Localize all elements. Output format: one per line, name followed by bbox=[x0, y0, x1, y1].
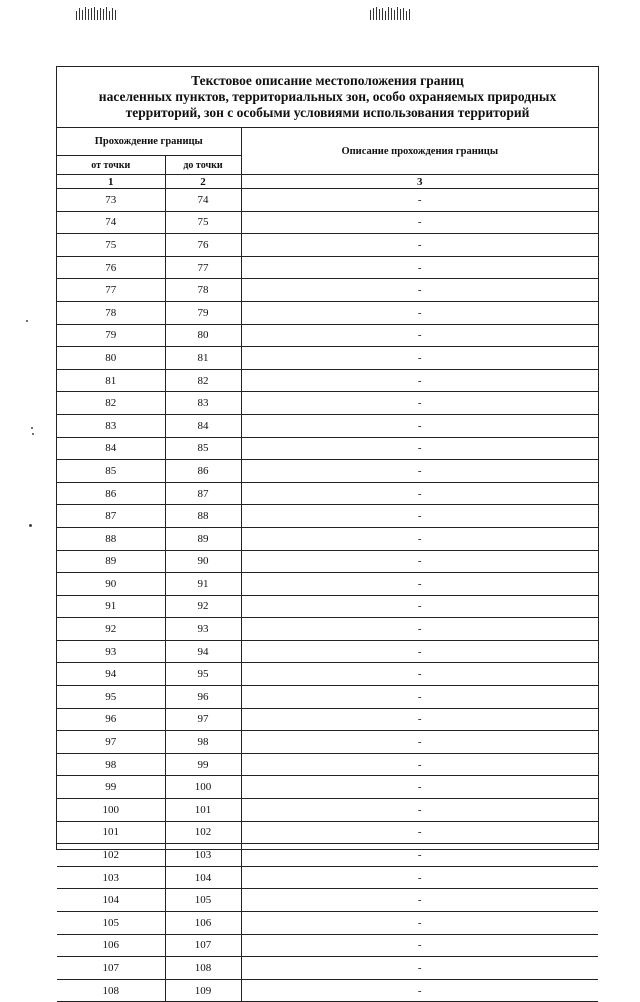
to-point-cell: 95 bbox=[165, 663, 241, 686]
description-cell: - bbox=[241, 482, 598, 505]
table-row bbox=[57, 211, 598, 234]
from-point-cell: 105 bbox=[57, 912, 165, 935]
from-point-cell: 87 bbox=[57, 505, 165, 528]
description-cell: - bbox=[241, 844, 598, 867]
description-cell: - bbox=[241, 234, 598, 257]
table-row bbox=[57, 821, 598, 844]
from-point-cell: 86 bbox=[57, 482, 165, 505]
from-point-cell: 82 bbox=[57, 392, 165, 415]
from-point-cell: 99 bbox=[57, 776, 165, 799]
to-point-cell: 78 bbox=[165, 279, 241, 302]
description-cell: - bbox=[241, 460, 598, 483]
table-row bbox=[57, 979, 598, 1002]
description-cell: - bbox=[241, 414, 598, 437]
from-point-cell: 88 bbox=[57, 527, 165, 550]
description-cell: - bbox=[241, 799, 598, 822]
table-row bbox=[57, 844, 598, 867]
from-point-cell: 81 bbox=[57, 369, 165, 392]
from-point-cell: 102 bbox=[57, 844, 165, 867]
description-cell: - bbox=[241, 753, 598, 776]
description-cell: - bbox=[241, 686, 598, 709]
from-point-cell: 106 bbox=[57, 934, 165, 957]
table-row bbox=[57, 301, 598, 324]
from-point-cell: 84 bbox=[57, 437, 165, 460]
description-cell: - bbox=[241, 912, 598, 935]
title-line-2: населенных пунктов, территориальных зон, особо охраняемых природных bbox=[98, 89, 557, 104]
table-row bbox=[57, 663, 598, 686]
description-cell: - bbox=[241, 256, 598, 279]
from-point-cell: 90 bbox=[57, 573, 165, 596]
description-cell: - bbox=[241, 301, 598, 324]
description-cell: - bbox=[241, 369, 598, 392]
table-row bbox=[57, 912, 598, 935]
table-row bbox=[57, 889, 598, 912]
description-cell: - bbox=[241, 663, 598, 686]
description-cell: - bbox=[241, 979, 598, 1002]
header-col-2: 2 bbox=[165, 175, 241, 189]
header-description: Описание прохождения границы bbox=[241, 128, 598, 175]
description-cell: - bbox=[241, 731, 598, 754]
to-point-cell: 84 bbox=[165, 414, 241, 437]
description-cell: - bbox=[241, 527, 598, 550]
from-point-cell: 101 bbox=[57, 821, 165, 844]
to-point-cell: 104 bbox=[165, 866, 241, 889]
table-row bbox=[57, 369, 598, 392]
table-row bbox=[57, 618, 598, 641]
from-point-cell: 98 bbox=[57, 753, 165, 776]
to-point-cell: 88 bbox=[165, 505, 241, 528]
description-cell: - bbox=[241, 279, 598, 302]
from-point-cell: 93 bbox=[57, 640, 165, 663]
from-point-cell: 95 bbox=[57, 686, 165, 709]
from-point-cell: 76 bbox=[57, 256, 165, 279]
to-point-cell: 82 bbox=[165, 369, 241, 392]
from-point-cell: 77 bbox=[57, 279, 165, 302]
to-point-cell: 76 bbox=[165, 234, 241, 257]
description-cell: - bbox=[241, 437, 598, 460]
title-line-1: Текстовое описание местоположения границ bbox=[191, 73, 464, 88]
table-row bbox=[57, 731, 598, 754]
to-point-cell: 85 bbox=[165, 437, 241, 460]
from-point-cell: 85 bbox=[57, 460, 165, 483]
to-point-cell: 98 bbox=[165, 731, 241, 754]
to-point-cell: 75 bbox=[165, 211, 241, 234]
header-col-1: 1 bbox=[57, 175, 165, 189]
to-point-cell: 96 bbox=[165, 686, 241, 709]
to-point-cell: 105 bbox=[165, 889, 241, 912]
from-point-cell: 79 bbox=[57, 324, 165, 347]
boundary-table bbox=[57, 128, 598, 1002]
table-row bbox=[57, 595, 598, 618]
description-cell: - bbox=[241, 934, 598, 957]
to-point-cell: 101 bbox=[165, 799, 241, 822]
description-cell: - bbox=[241, 708, 598, 731]
document-table-frame bbox=[56, 66, 599, 997]
from-point-cell: 78 bbox=[57, 301, 165, 324]
table-row bbox=[57, 957, 598, 980]
from-point-cell: 103 bbox=[57, 866, 165, 889]
table-row bbox=[57, 640, 598, 663]
from-point-cell: 96 bbox=[57, 708, 165, 731]
description-cell: - bbox=[241, 392, 598, 415]
table-row bbox=[57, 505, 598, 528]
to-point-cell: 103 bbox=[165, 844, 241, 867]
table-row bbox=[57, 527, 598, 550]
table-row bbox=[57, 414, 598, 437]
description-cell: - bbox=[241, 347, 598, 370]
table-row bbox=[57, 324, 598, 347]
description-cell: - bbox=[241, 776, 598, 799]
table-row bbox=[57, 866, 598, 889]
to-point-cell: 106 bbox=[165, 912, 241, 935]
from-point-cell: 73 bbox=[57, 189, 165, 212]
from-point-cell: 89 bbox=[57, 550, 165, 573]
table-row bbox=[57, 234, 598, 257]
to-point-cell: 77 bbox=[165, 256, 241, 279]
to-point-cell: 107 bbox=[165, 934, 241, 957]
from-point-cell: 97 bbox=[57, 731, 165, 754]
table-row bbox=[57, 256, 598, 279]
to-point-cell: 86 bbox=[165, 460, 241, 483]
to-point-cell: 74 bbox=[165, 189, 241, 212]
scan-speck bbox=[32, 433, 34, 435]
from-point-cell: 80 bbox=[57, 347, 165, 370]
to-point-cell: 94 bbox=[165, 640, 241, 663]
table-row bbox=[57, 482, 598, 505]
description-cell: - bbox=[241, 189, 598, 212]
description-cell: - bbox=[241, 550, 598, 573]
to-point-cell: 93 bbox=[165, 618, 241, 641]
to-point-cell: 92 bbox=[165, 595, 241, 618]
to-point-cell: 83 bbox=[165, 392, 241, 415]
table-row bbox=[57, 708, 598, 731]
to-point-cell: 81 bbox=[165, 347, 241, 370]
table-row bbox=[57, 934, 598, 957]
table-row bbox=[57, 776, 598, 799]
scan-barcode-mark-left bbox=[76, 6, 116, 20]
to-point-cell: 99 bbox=[165, 753, 241, 776]
table-row bbox=[57, 279, 598, 302]
from-point-cell: 92 bbox=[57, 618, 165, 641]
description-cell: - bbox=[241, 957, 598, 980]
to-point-cell: 87 bbox=[165, 482, 241, 505]
to-point-cell: 80 bbox=[165, 324, 241, 347]
description-cell: - bbox=[241, 866, 598, 889]
header-from-point: от точки bbox=[57, 156, 165, 175]
to-point-cell: 100 bbox=[165, 776, 241, 799]
table-row bbox=[57, 550, 598, 573]
to-point-cell: 89 bbox=[165, 527, 241, 550]
description-cell: - bbox=[241, 889, 598, 912]
to-point-cell: 102 bbox=[165, 821, 241, 844]
description-cell: - bbox=[241, 573, 598, 596]
header-passage: Прохождение границы bbox=[57, 128, 241, 156]
to-point-cell: 108 bbox=[165, 957, 241, 980]
scan-barcode-mark-right bbox=[370, 6, 410, 20]
description-cell: - bbox=[241, 618, 598, 641]
to-point-cell: 90 bbox=[165, 550, 241, 573]
description-cell: - bbox=[241, 595, 598, 618]
table-row bbox=[57, 460, 598, 483]
to-point-cell: 79 bbox=[165, 301, 241, 324]
description-cell: - bbox=[241, 640, 598, 663]
from-point-cell: 100 bbox=[57, 799, 165, 822]
header-to-point: до точки bbox=[165, 156, 241, 175]
scan-speck bbox=[26, 320, 28, 322]
table-row bbox=[57, 753, 598, 776]
table-row bbox=[57, 392, 598, 415]
document-title bbox=[57, 67, 598, 128]
to-point-cell: 109 bbox=[165, 979, 241, 1002]
table-row bbox=[57, 347, 598, 370]
from-point-cell: 83 bbox=[57, 414, 165, 437]
description-cell: - bbox=[241, 821, 598, 844]
from-point-cell: 75 bbox=[57, 234, 165, 257]
table-row bbox=[57, 573, 598, 596]
from-point-cell: 108 bbox=[57, 979, 165, 1002]
description-cell: - bbox=[241, 211, 598, 234]
table-row bbox=[57, 686, 598, 709]
from-point-cell: 94 bbox=[57, 663, 165, 686]
to-point-cell: 97 bbox=[165, 708, 241, 731]
from-point-cell: 107 bbox=[57, 957, 165, 980]
table-row bbox=[57, 437, 598, 460]
scan-speck bbox=[29, 524, 32, 527]
from-point-cell: 104 bbox=[57, 889, 165, 912]
from-point-cell: 91 bbox=[57, 595, 165, 618]
description-cell: - bbox=[241, 324, 598, 347]
from-point-cell: 74 bbox=[57, 211, 165, 234]
description-cell: - bbox=[241, 505, 598, 528]
title-line-3: территорий, зон с особыми условиями использования территорий bbox=[125, 105, 530, 120]
header-col-3: 3 bbox=[241, 175, 598, 189]
table-row bbox=[57, 799, 598, 822]
to-point-cell: 91 bbox=[165, 573, 241, 596]
table-row bbox=[57, 189, 598, 212]
scan-speck bbox=[31, 427, 33, 429]
